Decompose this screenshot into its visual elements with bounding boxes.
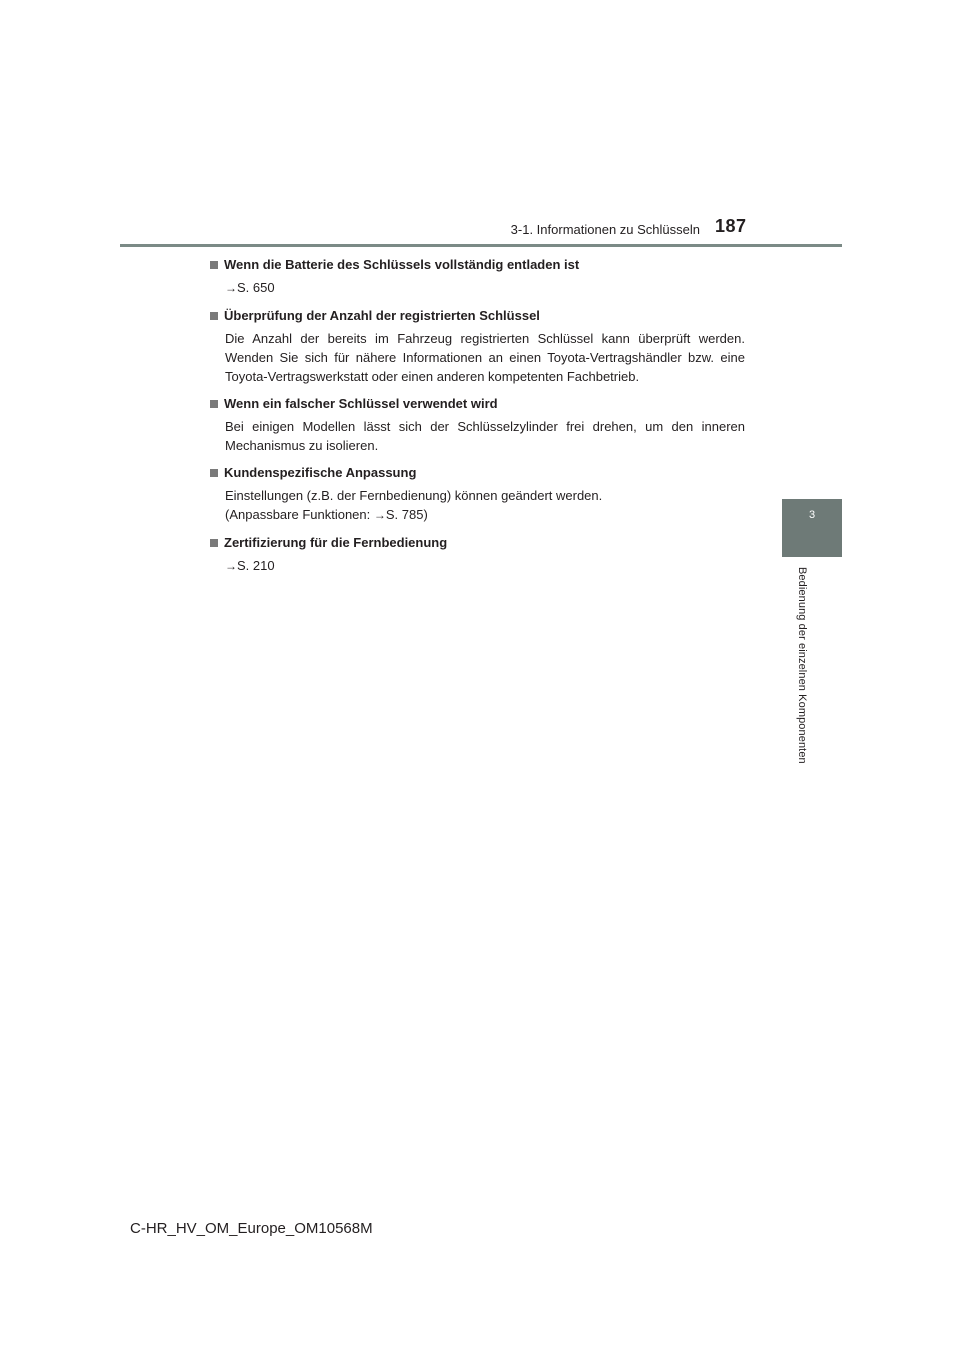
main-content (210, 256, 745, 585)
section-heading: Wenn die Batterie des Schlüssels vollständig entladen ist (224, 257, 580, 272)
reference-suffix: ) (423, 507, 428, 522)
right-arrow-icon: → (225, 281, 237, 295)
section-customization (210, 464, 745, 525)
section-heading: Überprüfung der Anzahl der registrierten Schlüssel (224, 308, 540, 323)
square-bullet-icon (210, 261, 218, 269)
square-bullet-icon (210, 469, 218, 477)
section-battery-depleted (210, 256, 745, 298)
square-bullet-icon (210, 312, 218, 320)
page-reference[interactable] (225, 278, 745, 298)
section-text: Bei einigen Modellen lässt sich der Schlüsselzylinder frei drehen, um den inneren Mechanismus zu isolieren. (225, 419, 745, 453)
header-divider (120, 244, 842, 247)
chapter-tab (782, 499, 842, 557)
section-heading: Kundenspezifische Anpassung (224, 465, 417, 480)
chapter-label: Bedienung der einzelnen Komponenten (796, 567, 808, 764)
right-arrow-icon: → (373, 508, 386, 522)
section-text: Einstellungen (z.B. der Fernbedienung) können geändert werden. (225, 488, 603, 503)
square-bullet-icon (210, 539, 218, 547)
reference-page: S. 210 (237, 558, 275, 573)
section-remote-certification (210, 534, 745, 576)
section-heading: Zertifizierung für die Fernbedienung (224, 535, 448, 550)
section-heading: Wenn ein falscher Schlüssel verwendet wird (224, 396, 498, 411)
section-text: Die Anzahl der bereits im Fahrzeug registrierten Schlüssel kann überprüft werden. Wenden Sie sich für nähere Informationen an einen Toyota-Vertragshändler bzw. eine Toyota-Vertragswerkstatt oder einen anderen kompetenten Fachbetrieb. (225, 331, 745, 384)
page-reference[interactable] (225, 505, 745, 525)
header-section-title: 3-1. Informationen zu Schlüsseln (510, 222, 700, 237)
page-number: 187 (715, 216, 747, 236)
section-registered-keys (210, 307, 745, 386)
footer-document-id: C-HR_HV_OM_Europe_OM10568M (130, 1220, 373, 1237)
section-wrong-key (210, 395, 745, 455)
page-reference[interactable] (225, 556, 745, 576)
reference-page: S. 785 (385, 507, 424, 522)
reference-page: S. 650 (237, 280, 275, 295)
square-bullet-icon (210, 400, 218, 408)
right-arrow-icon: → (225, 559, 237, 573)
reference-prefix: (Anpassbare Funktionen: (225, 507, 374, 522)
chapter-number: 3 (808, 509, 816, 521)
